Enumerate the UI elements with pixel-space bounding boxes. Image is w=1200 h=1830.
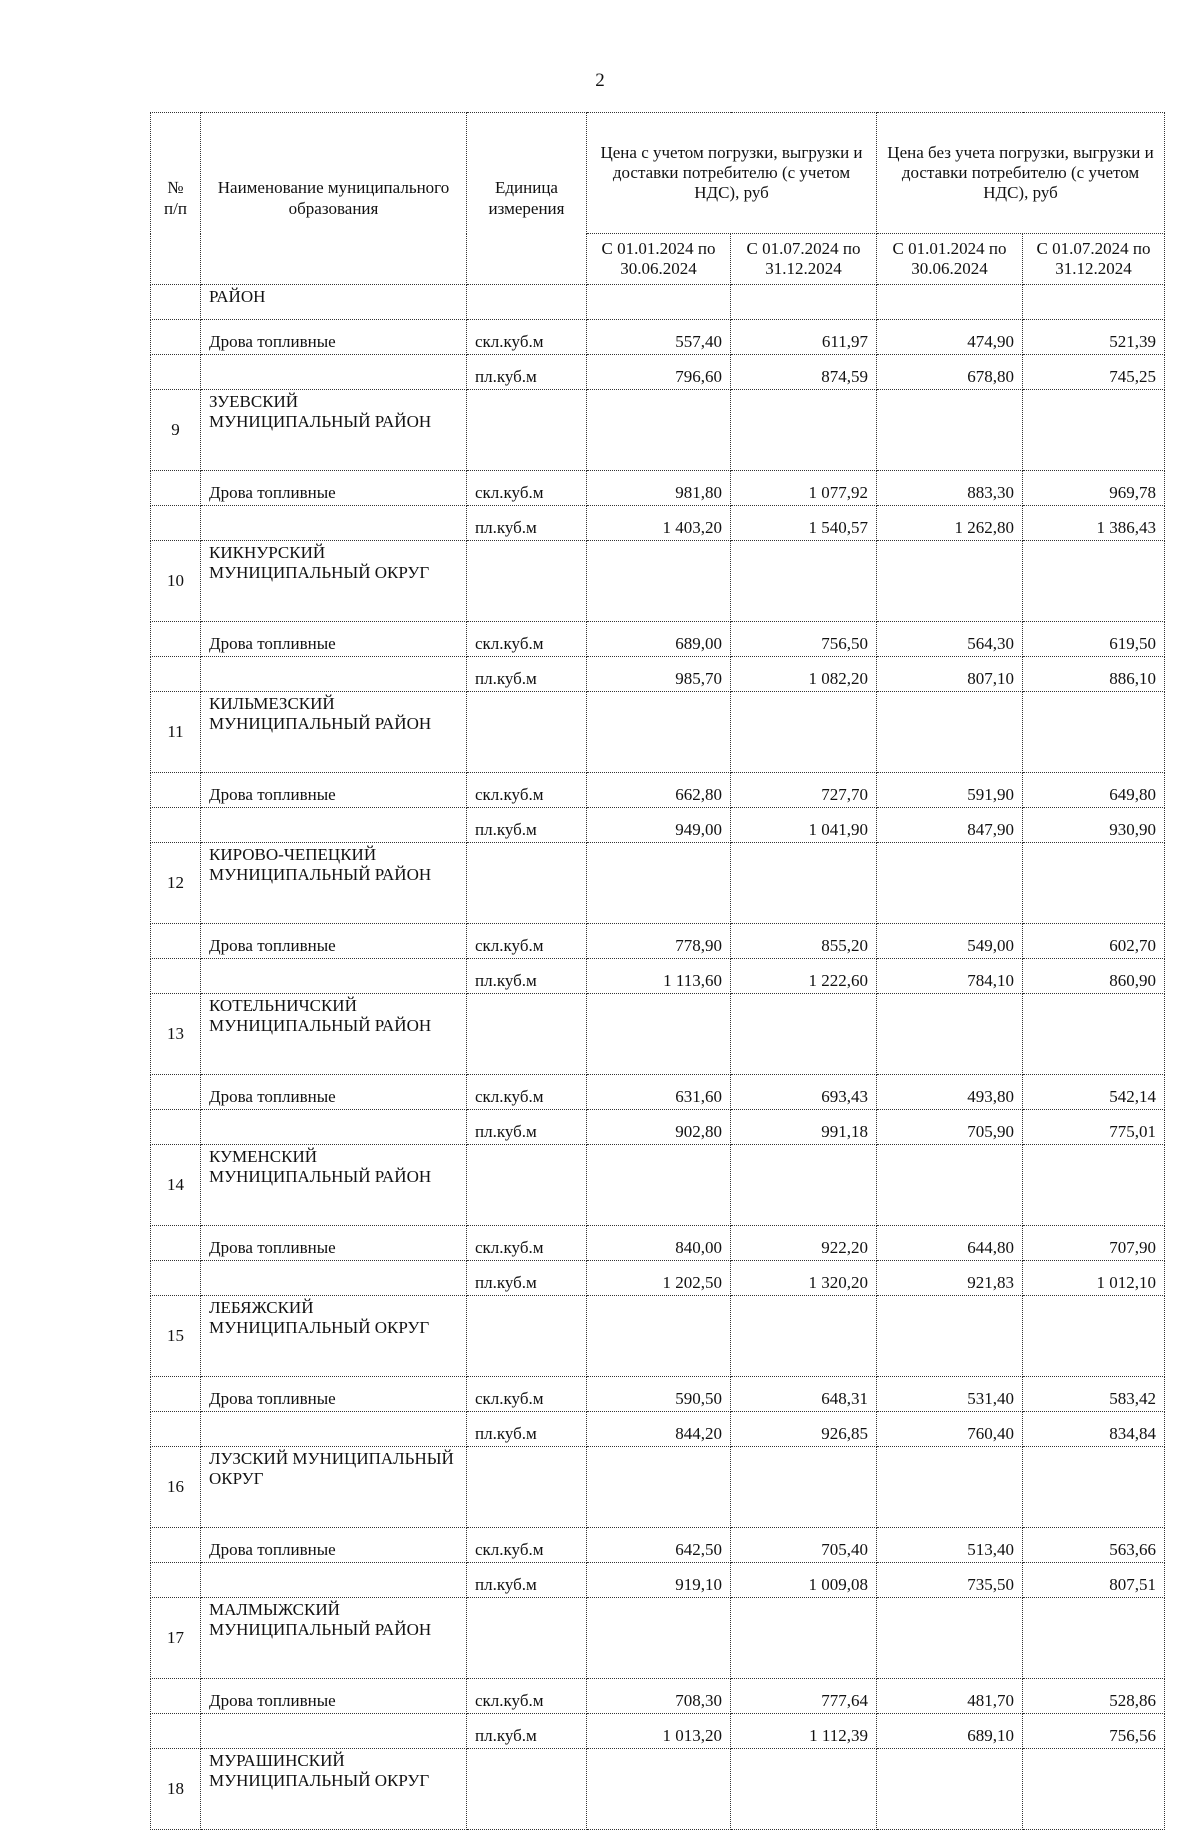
price-without-delivery-period-1: 735,50 bbox=[877, 1563, 1023, 1598]
municipality-name: МАЛМЫЖСКИЙ МУНИЦИПАЛЬНЫЙ РАЙОН bbox=[201, 1598, 467, 1679]
table-body bbox=[151, 285, 1165, 1830]
table-row bbox=[151, 320, 1165, 355]
price-with-delivery-period-2: 926,85 bbox=[731, 1412, 877, 1447]
product-name bbox=[201, 1261, 467, 1296]
row-number bbox=[151, 1110, 201, 1145]
empty-cell bbox=[467, 692, 587, 773]
empty-cell bbox=[877, 1749, 1023, 1830]
district-number: 17 bbox=[151, 1598, 201, 1679]
empty-cell bbox=[1023, 541, 1165, 622]
price-without-delivery-period-2: 542,14 bbox=[1023, 1075, 1165, 1110]
header-municipality: Наименование муниципального образования bbox=[201, 113, 467, 285]
price-with-delivery-period-2: 1 041,90 bbox=[731, 808, 877, 843]
product-name: Дрова топливные bbox=[201, 773, 467, 808]
table-row bbox=[151, 1075, 1165, 1110]
price-with-delivery-period-2: 1 082,20 bbox=[731, 657, 877, 692]
price-without-delivery-period-1: 493,80 bbox=[877, 1075, 1023, 1110]
price-with-delivery-period-2: 756,50 bbox=[731, 622, 877, 657]
district-row bbox=[151, 1296, 1165, 1377]
price-with-delivery-period-2: 1 009,08 bbox=[731, 1563, 877, 1598]
empty-cell bbox=[1023, 1598, 1165, 1679]
product-name: Дрова топливные bbox=[201, 1528, 467, 1563]
table-row bbox=[151, 808, 1165, 843]
unit-cell: скл.куб.м bbox=[467, 1226, 587, 1261]
price-with-delivery-period-2: 1 222,60 bbox=[731, 959, 877, 994]
empty-cell bbox=[877, 843, 1023, 924]
empty-cell bbox=[731, 1598, 877, 1679]
row-number bbox=[151, 1377, 201, 1412]
price-without-delivery-period-2: 602,70 bbox=[1023, 924, 1165, 959]
row-number bbox=[151, 959, 201, 994]
municipality-name: ЗУЕВСКИЙ МУНИЦИПАЛЬНЫЙ РАЙОН bbox=[201, 390, 467, 471]
page-number: 2 bbox=[595, 70, 605, 91]
empty-cell bbox=[587, 390, 731, 471]
price-with-delivery-period-1: 949,00 bbox=[587, 808, 731, 843]
row-number bbox=[151, 1563, 201, 1598]
product-name bbox=[201, 657, 467, 692]
row-number bbox=[151, 1714, 201, 1749]
unit-cell: пл.куб.м bbox=[467, 808, 587, 843]
row-number bbox=[151, 285, 201, 320]
empty-cell bbox=[587, 1598, 731, 1679]
table-row bbox=[151, 1679, 1165, 1714]
price-without-delivery-period-1: 549,00 bbox=[877, 924, 1023, 959]
empty-cell bbox=[877, 1145, 1023, 1226]
price-without-delivery-period-2: 745,25 bbox=[1023, 355, 1165, 390]
product-name: Дрова топливные bbox=[201, 924, 467, 959]
empty-cell bbox=[467, 1296, 587, 1377]
empty-cell bbox=[1023, 1296, 1165, 1377]
price-without-delivery-period-2: 834,84 bbox=[1023, 1412, 1165, 1447]
table-row bbox=[151, 924, 1165, 959]
price-with-delivery-period-2: 1 077,92 bbox=[731, 471, 877, 506]
municipality-name: МУРАШИНСКИЙ МУНИЦИПАЛЬНЫЙ ОКРУГ bbox=[201, 1749, 467, 1830]
empty-cell bbox=[587, 692, 731, 773]
empty-cell bbox=[587, 541, 731, 622]
product-name: Дрова топливные bbox=[201, 1377, 467, 1412]
product-name: Дрова топливные bbox=[201, 1226, 467, 1261]
district-row bbox=[151, 390, 1165, 471]
unit-cell: скл.куб.м bbox=[467, 924, 587, 959]
price-with-delivery-period-2: 991,18 bbox=[731, 1110, 877, 1145]
unit-cell: пл.куб.м bbox=[467, 959, 587, 994]
table-row bbox=[151, 506, 1165, 541]
price-with-delivery-period-1: 919,10 bbox=[587, 1563, 731, 1598]
row-number bbox=[151, 355, 201, 390]
empty-cell bbox=[587, 994, 731, 1075]
product-name bbox=[201, 1714, 467, 1749]
price-without-delivery-period-2: 969,78 bbox=[1023, 471, 1165, 506]
product-name bbox=[201, 1412, 467, 1447]
empty-cell bbox=[731, 1447, 877, 1528]
price-without-delivery-period-1: 531,40 bbox=[877, 1377, 1023, 1412]
price-with-delivery-period-1: 631,60 bbox=[587, 1075, 731, 1110]
district-number: 18 bbox=[151, 1749, 201, 1830]
table-row bbox=[151, 959, 1165, 994]
row-number bbox=[151, 1261, 201, 1296]
municipality-name: ЛЕБЯЖСКИЙ МУНИЦИПАЛЬНЫЙ ОКРУГ bbox=[201, 1296, 467, 1377]
header-period-1: С 01.01.2024 по 30.06.2024 bbox=[877, 234, 1023, 285]
empty-cell bbox=[467, 390, 587, 471]
empty-cell bbox=[731, 994, 877, 1075]
unit-cell: скл.куб.м bbox=[467, 471, 587, 506]
price-with-delivery-period-1: 1 013,20 bbox=[587, 1714, 731, 1749]
header-period-2: С 01.07.2024 по 31.12.2024 bbox=[1023, 234, 1165, 285]
municipality-name: КОТЕЛЬНИЧСКИЙ МУНИЦИПАЛЬНЫЙ РАЙОН bbox=[201, 994, 467, 1075]
product-name: Дрова топливные bbox=[201, 1075, 467, 1110]
product-name: Дрова топливные bbox=[201, 320, 467, 355]
price-without-delivery-period-2: 1 012,10 bbox=[1023, 1261, 1165, 1296]
empty-cell bbox=[1023, 994, 1165, 1075]
district-row bbox=[151, 541, 1165, 622]
row-number bbox=[151, 808, 201, 843]
header-price-without-delivery: Цена без учета погрузки, выгрузки и доставки потребителю (с учетом НДС), руб bbox=[877, 113, 1165, 234]
product-name bbox=[201, 506, 467, 541]
price-with-delivery-period-2: 922,20 bbox=[731, 1226, 877, 1261]
table-row bbox=[151, 1226, 1165, 1261]
price-with-delivery-period-1: 662,80 bbox=[587, 773, 731, 808]
price-without-delivery-period-2: 1 386,43 bbox=[1023, 506, 1165, 541]
empty-cell bbox=[467, 1749, 587, 1830]
price-with-delivery-period-2: 648,31 bbox=[731, 1377, 877, 1412]
price-with-delivery-period-1: 985,70 bbox=[587, 657, 731, 692]
unit-cell: скл.куб.м bbox=[467, 1075, 587, 1110]
row-number bbox=[151, 320, 201, 355]
unit-cell: скл.куб.м bbox=[467, 773, 587, 808]
empty-cell bbox=[467, 843, 587, 924]
empty-cell bbox=[877, 390, 1023, 471]
empty-cell bbox=[877, 1296, 1023, 1377]
empty-cell bbox=[877, 541, 1023, 622]
empty-cell bbox=[877, 692, 1023, 773]
product-name: Дрова топливные bbox=[201, 622, 467, 657]
price-with-delivery-period-2: 1 320,20 bbox=[731, 1261, 877, 1296]
price-without-delivery-period-1: 513,40 bbox=[877, 1528, 1023, 1563]
price-without-delivery-period-1: 847,90 bbox=[877, 808, 1023, 843]
price-without-delivery-period-1: 591,90 bbox=[877, 773, 1023, 808]
price-with-delivery-period-1: 1 202,50 bbox=[587, 1261, 731, 1296]
district-number: 9 bbox=[151, 390, 201, 471]
product-name bbox=[201, 1110, 467, 1145]
municipality-name: ЛУЗСКИЙ МУНИЦИПАЛЬНЫЙ ОКРУГ bbox=[201, 1447, 467, 1528]
price-without-delivery-period-1: 760,40 bbox=[877, 1412, 1023, 1447]
empty-cell bbox=[877, 1447, 1023, 1528]
price-without-delivery-period-1: 564,30 bbox=[877, 622, 1023, 657]
product-name bbox=[201, 355, 467, 390]
table-row bbox=[151, 622, 1165, 657]
product-name: Дрова топливные bbox=[201, 1679, 467, 1714]
price-with-delivery-period-1: 796,60 bbox=[587, 355, 731, 390]
district-number: 10 bbox=[151, 541, 201, 622]
price-without-delivery-period-1: 644,80 bbox=[877, 1226, 1023, 1261]
unit-cell: пл.куб.м bbox=[467, 1714, 587, 1749]
table-row bbox=[151, 657, 1165, 692]
price-with-delivery-period-2: 705,40 bbox=[731, 1528, 877, 1563]
price-with-delivery-period-1: 981,80 bbox=[587, 471, 731, 506]
empty-cell bbox=[731, 843, 877, 924]
price-with-delivery-period-1: 902,80 bbox=[587, 1110, 731, 1145]
empty-cell bbox=[467, 1598, 587, 1679]
district-row bbox=[151, 1145, 1165, 1226]
empty-cell bbox=[467, 1145, 587, 1226]
price-without-delivery-period-2: 563,66 bbox=[1023, 1528, 1165, 1563]
header-price-with-delivery: Цена с учетом погрузки, выгрузки и доставки потребителю (с учетом НДС), руб bbox=[587, 113, 877, 234]
price-with-delivery-period-2: 1 112,39 bbox=[731, 1714, 877, 1749]
price-with-delivery-period-2: 777,64 bbox=[731, 1679, 877, 1714]
unit-cell: скл.куб.м bbox=[467, 320, 587, 355]
price-with-delivery-period-2: 693,43 bbox=[731, 1075, 877, 1110]
unit-cell: пл.куб.м bbox=[467, 506, 587, 541]
row-number bbox=[151, 1226, 201, 1261]
row-number bbox=[151, 924, 201, 959]
municipality-name: КУМЕНСКИЙ МУНИЦИПАЛЬНЫЙ РАЙОН bbox=[201, 1145, 467, 1226]
table-row bbox=[151, 1563, 1165, 1598]
product-name bbox=[201, 1563, 467, 1598]
empty-cell bbox=[1023, 1447, 1165, 1528]
price-without-delivery-period-1: 784,10 bbox=[877, 959, 1023, 994]
row-number bbox=[151, 1528, 201, 1563]
empty-cell bbox=[587, 1447, 731, 1528]
row-number bbox=[151, 506, 201, 541]
row-number bbox=[151, 1075, 201, 1110]
district-row bbox=[151, 1598, 1165, 1679]
price-with-delivery-period-2: 611,97 bbox=[731, 320, 877, 355]
table-row bbox=[151, 285, 1165, 320]
empty-cell bbox=[731, 1145, 877, 1226]
empty-cell bbox=[467, 1447, 587, 1528]
table-row bbox=[151, 471, 1165, 506]
empty-cell bbox=[587, 1749, 731, 1830]
price-without-delivery-period-2: 775,01 bbox=[1023, 1110, 1165, 1145]
price-table bbox=[150, 112, 1165, 1830]
empty-cell bbox=[877, 1598, 1023, 1679]
municipality-name: КИКНУРСКИЙ МУНИЦИПАЛЬНЫЙ ОКРУГ bbox=[201, 541, 467, 622]
row-number bbox=[151, 622, 201, 657]
price-with-delivery-period-2: 1 540,57 bbox=[731, 506, 877, 541]
table-row bbox=[151, 1412, 1165, 1447]
district-number: 14 bbox=[151, 1145, 201, 1226]
product-name bbox=[201, 808, 467, 843]
table-row bbox=[151, 1261, 1165, 1296]
price-without-delivery-period-1: 481,70 bbox=[877, 1679, 1023, 1714]
empty-cell bbox=[1023, 692, 1165, 773]
price-without-delivery-period-1: 678,80 bbox=[877, 355, 1023, 390]
price-without-delivery-period-2: 756,56 bbox=[1023, 1714, 1165, 1749]
price-without-delivery-period-1: 689,10 bbox=[877, 1714, 1023, 1749]
product-name bbox=[201, 959, 467, 994]
empty-cell bbox=[1023, 390, 1165, 471]
empty-cell bbox=[877, 994, 1023, 1075]
district-number: 13 bbox=[151, 994, 201, 1075]
price-with-delivery-period-1: 689,00 bbox=[587, 622, 731, 657]
unit-cell: скл.куб.м bbox=[467, 1377, 587, 1412]
product-name: Дрова топливные bbox=[201, 471, 467, 506]
unit-cell: пл.куб.м bbox=[467, 1110, 587, 1145]
price-without-delivery-period-2: 649,80 bbox=[1023, 773, 1165, 808]
unit-cell: пл.куб.м bbox=[467, 355, 587, 390]
price-with-delivery-period-1: 778,90 bbox=[587, 924, 731, 959]
table-row bbox=[151, 1714, 1165, 1749]
empty-cell bbox=[731, 390, 877, 471]
empty-cell bbox=[731, 541, 877, 622]
price-without-delivery-period-2: 930,90 bbox=[1023, 808, 1165, 843]
empty-cell bbox=[467, 541, 587, 622]
row-number bbox=[151, 471, 201, 506]
price-with-delivery-period-1: 1 403,20 bbox=[587, 506, 731, 541]
price-with-delivery-period-1: 1 113,60 bbox=[587, 959, 731, 994]
header-period-2: С 01.07.2024 по 31.12.2024 bbox=[731, 234, 877, 285]
price-without-delivery-period-2: 583,42 bbox=[1023, 1377, 1165, 1412]
row-number bbox=[151, 1679, 201, 1714]
district-row bbox=[151, 994, 1165, 1075]
price-without-delivery-period-2: 886,10 bbox=[1023, 657, 1165, 692]
district-row bbox=[151, 843, 1165, 924]
unit-cell: скл.куб.м bbox=[467, 1528, 587, 1563]
municipality-name: КИРОВО-ЧЕПЕЦКИЙ МУНИЦИПАЛЬНЫЙ РАЙОН bbox=[201, 843, 467, 924]
table-row bbox=[151, 1110, 1165, 1145]
district-row bbox=[151, 1749, 1165, 1830]
municipality-name: РАЙОН bbox=[201, 285, 467, 320]
price-without-delivery-period-2: 521,39 bbox=[1023, 320, 1165, 355]
price-with-delivery-period-1: 844,20 bbox=[587, 1412, 731, 1447]
price-without-delivery-period-2: 619,50 bbox=[1023, 622, 1165, 657]
price-without-delivery-period-2: 707,90 bbox=[1023, 1226, 1165, 1261]
price-without-delivery-period-2: 860,90 bbox=[1023, 959, 1165, 994]
unit-cell: пл.куб.м bbox=[467, 1563, 587, 1598]
unit-cell: скл.куб.м bbox=[467, 1679, 587, 1714]
empty-cell bbox=[587, 843, 731, 924]
price-without-delivery-period-1: 705,90 bbox=[877, 1110, 1023, 1145]
price-without-delivery-period-2: 807,51 bbox=[1023, 1563, 1165, 1598]
price-with-delivery-period-1: 642,50 bbox=[587, 1528, 731, 1563]
empty-cell bbox=[1023, 1145, 1165, 1226]
district-number: 11 bbox=[151, 692, 201, 773]
price-with-delivery-period-1: 840,00 bbox=[587, 1226, 731, 1261]
header-unit: Единица измерения bbox=[467, 113, 587, 285]
price-with-delivery-period-1: 708,30 bbox=[587, 1679, 731, 1714]
empty-cell bbox=[1023, 1749, 1165, 1830]
empty-cell bbox=[467, 994, 587, 1075]
unit-cell: скл.куб.м bbox=[467, 622, 587, 657]
price-without-delivery-period-1: 807,10 bbox=[877, 657, 1023, 692]
price-with-delivery-period-1: 557,40 bbox=[587, 320, 731, 355]
price-without-delivery-period-1: 474,90 bbox=[877, 320, 1023, 355]
empty-cell bbox=[587, 1296, 731, 1377]
unit-cell: пл.куб.м bbox=[467, 657, 587, 692]
header-period-1: С 01.01.2024 по 30.06.2024 bbox=[587, 234, 731, 285]
district-number: 15 bbox=[151, 1296, 201, 1377]
price-with-delivery-period-2: 874,59 bbox=[731, 355, 877, 390]
row-number bbox=[151, 657, 201, 692]
empty-cell bbox=[587, 1145, 731, 1226]
row-number bbox=[151, 773, 201, 808]
price-with-delivery-period-2: 855,20 bbox=[731, 924, 877, 959]
district-number: 12 bbox=[151, 843, 201, 924]
empty-cell bbox=[731, 1749, 877, 1830]
price-with-delivery-period-1: 590,50 bbox=[587, 1377, 731, 1412]
table-row bbox=[151, 1377, 1165, 1412]
table-row bbox=[151, 355, 1165, 390]
header-number: № п/п bbox=[151, 113, 201, 285]
unit-cell: пл.куб.м bbox=[467, 1412, 587, 1447]
table-row bbox=[151, 1528, 1165, 1563]
price-without-delivery-period-1: 883,30 bbox=[877, 471, 1023, 506]
price-without-delivery-period-1: 921,83 bbox=[877, 1261, 1023, 1296]
empty-cell bbox=[1023, 843, 1165, 924]
table-row bbox=[151, 773, 1165, 808]
empty-cell bbox=[731, 692, 877, 773]
unit-cell: пл.куб.м bbox=[467, 1261, 587, 1296]
price-without-delivery-period-2: 528,86 bbox=[1023, 1679, 1165, 1714]
district-row bbox=[151, 1447, 1165, 1528]
municipality-name: КИЛЬМЕЗСКИЙ МУНИЦИПАЛЬНЫЙ РАЙОН bbox=[201, 692, 467, 773]
row-number bbox=[151, 1412, 201, 1447]
price-with-delivery-period-2: 727,70 bbox=[731, 773, 877, 808]
district-number: 16 bbox=[151, 1447, 201, 1528]
empty-cell bbox=[731, 1296, 877, 1377]
price-without-delivery-period-1: 1 262,80 bbox=[877, 506, 1023, 541]
district-row bbox=[151, 692, 1165, 773]
